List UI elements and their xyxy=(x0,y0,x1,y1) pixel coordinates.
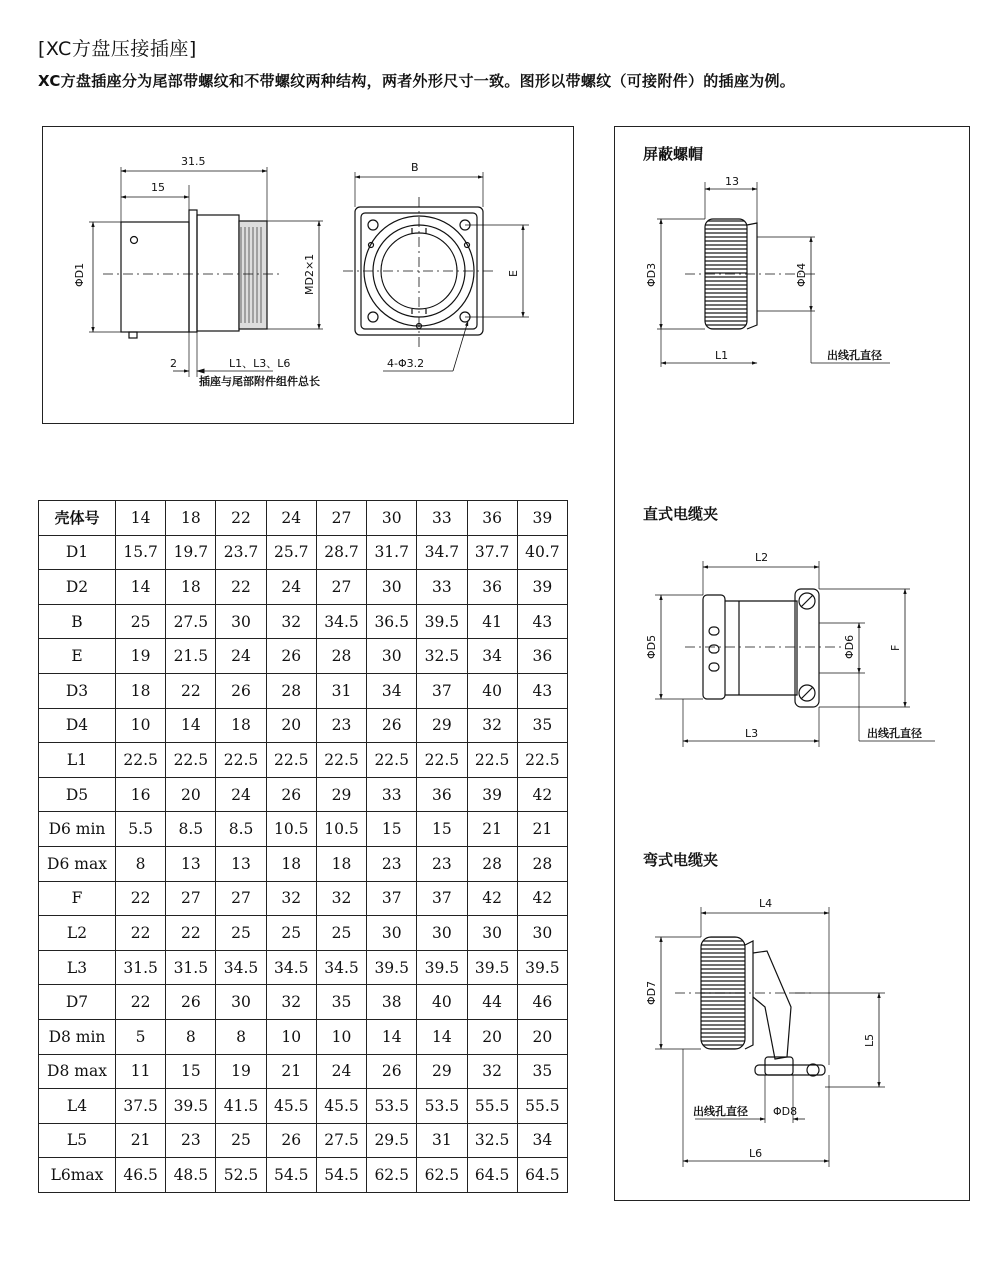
table-cell: 8.5 xyxy=(166,812,216,847)
table-cell: 52.5 xyxy=(216,1158,266,1193)
table-row-label: L1 xyxy=(39,743,116,778)
table-cell: 31.7 xyxy=(367,535,417,570)
table-cell: 22.5 xyxy=(266,743,316,778)
page-title: [XC方盘压接插座] xyxy=(38,38,197,60)
table-cell: 26 xyxy=(367,708,417,743)
table-row-label: L3 xyxy=(39,950,116,985)
table-row xyxy=(39,950,568,985)
table-cell: 29 xyxy=(417,708,467,743)
table-cell: 32 xyxy=(266,985,316,1020)
dim-thread-label: MD2×1 xyxy=(303,253,316,295)
table-row-label: L6max xyxy=(39,1158,116,1193)
table-row-label: F xyxy=(39,881,116,916)
table-cell: 22 xyxy=(166,673,216,708)
clamp-dim-d6: ΦD6 xyxy=(843,634,856,659)
table-cell: 42 xyxy=(467,881,517,916)
table-header-label: 壳体号 xyxy=(39,501,116,536)
table-cell: 43 xyxy=(517,673,567,708)
table-row-label: B xyxy=(39,604,116,639)
table-row-label: D5 xyxy=(39,777,116,812)
bent-outlet-note: 出线孔直径 xyxy=(693,1105,748,1118)
table-cell: 22.5 xyxy=(417,743,467,778)
bent-dim-d8: ΦD8 xyxy=(773,1105,798,1118)
table-row-label: D3 xyxy=(39,673,116,708)
table-cell: 10 xyxy=(116,708,166,743)
dim-overall-length: 31.5 xyxy=(181,155,206,168)
table-cell: 27 xyxy=(216,881,266,916)
table-cell: 36 xyxy=(467,570,517,605)
table-cell: 24 xyxy=(266,570,316,605)
table-cell: 30 xyxy=(367,916,417,951)
table-cell: 45.5 xyxy=(266,1089,316,1124)
table-row xyxy=(39,743,568,778)
table-cell: 32 xyxy=(266,881,316,916)
table-cell: 20 xyxy=(266,708,316,743)
table-cell: 42 xyxy=(517,777,567,812)
table-cell: 33 xyxy=(367,777,417,812)
table-cell: 62.5 xyxy=(417,1158,467,1193)
table-cell: 32 xyxy=(266,604,316,639)
table-cell: 36 xyxy=(467,501,517,536)
table-cell: 31.5 xyxy=(116,950,166,985)
shield-cap-title: 屏蔽螺帽 xyxy=(643,145,704,163)
table-cell: 10.5 xyxy=(316,812,366,847)
table-cell: 28 xyxy=(316,639,366,674)
table-cell: 22 xyxy=(116,985,166,1020)
table-cell: 39.5 xyxy=(367,950,417,985)
table-cell: 34 xyxy=(367,673,417,708)
table-cell: 8 xyxy=(216,1019,266,1054)
table-cell: 39.5 xyxy=(417,950,467,985)
cap-dim-13: 13 xyxy=(725,175,739,188)
table-cell: 39.5 xyxy=(517,950,567,985)
table-cell: 31 xyxy=(417,1123,467,1158)
cap-dim-d3: ΦD3 xyxy=(645,262,658,287)
table-cell: 32.5 xyxy=(467,1123,517,1158)
table-cell: 26 xyxy=(266,1123,316,1158)
table-row xyxy=(39,639,568,674)
table-cell: 34.5 xyxy=(266,950,316,985)
table-cell: 34 xyxy=(517,1123,567,1158)
table-row xyxy=(39,1123,568,1158)
table-row xyxy=(39,1158,568,1193)
clamp-dim-l2: L2 xyxy=(755,551,769,564)
table-cell: 25 xyxy=(216,1123,266,1158)
table-cell: 40 xyxy=(417,985,467,1020)
table-cell: 11 xyxy=(116,1054,166,1089)
table-cell: 31 xyxy=(316,673,366,708)
table-row xyxy=(39,1019,568,1054)
table-cell: 39 xyxy=(517,570,567,605)
table-cell: 21 xyxy=(467,812,517,847)
dimension-table xyxy=(38,500,568,1193)
table-cell: 54.5 xyxy=(266,1158,316,1193)
table-cell: 27 xyxy=(166,881,216,916)
table-cell: 30 xyxy=(367,501,417,536)
table-cell: 45.5 xyxy=(316,1089,366,1124)
table-cell: 64.5 xyxy=(467,1158,517,1193)
table-cell: 25 xyxy=(266,916,316,951)
table-row xyxy=(39,916,568,951)
table-cell: 14 xyxy=(116,570,166,605)
table-cell: 5 xyxy=(116,1019,166,1054)
table-cell: 25 xyxy=(216,916,266,951)
table-cell: 23 xyxy=(417,846,467,881)
table-cell: 41 xyxy=(467,604,517,639)
table-cell: 39 xyxy=(467,777,517,812)
table-row xyxy=(39,570,568,605)
table-cell: 34.7 xyxy=(417,535,467,570)
table-cell: 18 xyxy=(166,501,216,536)
table-row-label: D8 max xyxy=(39,1054,116,1089)
table-row xyxy=(39,881,568,916)
table-cell: 34.5 xyxy=(316,950,366,985)
table-row-label: L4 xyxy=(39,1089,116,1124)
table-cell: 42 xyxy=(517,881,567,916)
table-cell: 21 xyxy=(266,1054,316,1089)
table-cell: 39.5 xyxy=(417,604,467,639)
table-cell: 23 xyxy=(166,1123,216,1158)
table-cell: 30 xyxy=(367,639,417,674)
table-cell: 16 xyxy=(116,777,166,812)
table-cell: 26 xyxy=(266,639,316,674)
table-cell: 54.5 xyxy=(316,1158,366,1193)
accessory-drawings xyxy=(615,127,967,1197)
table-cell: 14 xyxy=(116,501,166,536)
table-cell: 62.5 xyxy=(367,1158,417,1193)
table-cell: 25 xyxy=(316,916,366,951)
table-cell: 24 xyxy=(316,1054,366,1089)
table-cell: 43 xyxy=(517,604,567,639)
straight-clamp-title: 直式电缆夹 xyxy=(643,505,719,523)
table-row-label: D6 max xyxy=(39,846,116,881)
table-cell: 13 xyxy=(216,846,266,881)
table-header-row xyxy=(39,501,568,536)
cap-dim-l1: L1 xyxy=(715,349,729,362)
table-cell: 33 xyxy=(417,501,467,536)
bent-dim-d7: ΦD7 xyxy=(645,980,658,1005)
bent-clamp-title: 弯式电缆夹 xyxy=(643,851,719,869)
table-cell: 53.5 xyxy=(367,1089,417,1124)
table-cell: 24 xyxy=(266,501,316,536)
table-cell: 15 xyxy=(166,1054,216,1089)
table-cell: 26 xyxy=(266,777,316,812)
table-cell: 20 xyxy=(467,1019,517,1054)
table-cell: 15 xyxy=(417,812,467,847)
bent-dim-l4: L4 xyxy=(759,897,773,910)
table-cell: 34.5 xyxy=(216,950,266,985)
table-cell: 22 xyxy=(116,881,166,916)
table-cell: 10 xyxy=(316,1019,366,1054)
table-cell: 39.5 xyxy=(166,1089,216,1124)
table-cell: 22 xyxy=(216,570,266,605)
table-row-label: D8 min xyxy=(39,1019,116,1054)
table-cell: 26 xyxy=(166,985,216,1020)
table-cell: 22.5 xyxy=(216,743,266,778)
table-cell: 30 xyxy=(517,916,567,951)
table-cell: 20 xyxy=(166,777,216,812)
table-cell: 38 xyxy=(367,985,417,1020)
table-cell: 19 xyxy=(116,639,166,674)
table-cell: 41.5 xyxy=(216,1089,266,1124)
receptacle-drawing-panel xyxy=(42,126,574,424)
clamp-dim-f: F xyxy=(889,644,902,651)
dim-lengths-label: L1、L3、L6 xyxy=(229,357,291,370)
table-cell: 48.5 xyxy=(166,1158,216,1193)
table-cell: 36 xyxy=(517,639,567,674)
table-cell: 33 xyxy=(417,570,467,605)
table-cell: 14 xyxy=(417,1019,467,1054)
table-cell: 35 xyxy=(517,708,567,743)
table-cell: 32.5 xyxy=(417,639,467,674)
dim-b-label: B xyxy=(411,161,419,174)
table-cell: 22 xyxy=(166,916,216,951)
accessory-panel xyxy=(614,126,970,1201)
dim-step-label: 2 xyxy=(170,357,177,370)
table-cell: 39.5 xyxy=(467,950,517,985)
table-cell: 32 xyxy=(467,708,517,743)
table-row-label: D7 xyxy=(39,985,116,1020)
table-cell: 27.5 xyxy=(166,604,216,639)
table-cell: 22 xyxy=(116,916,166,951)
table-cell: 22.5 xyxy=(166,743,216,778)
table-cell: 39 xyxy=(517,501,567,536)
table-cell: 21 xyxy=(116,1123,166,1158)
table-cell: 24 xyxy=(216,639,266,674)
table-cell: 22.5 xyxy=(517,743,567,778)
table-row-label: D4 xyxy=(39,708,116,743)
table-cell: 18 xyxy=(266,846,316,881)
table-cell: 37.7 xyxy=(467,535,517,570)
table-cell: 22.5 xyxy=(367,743,417,778)
table-cell: 35 xyxy=(517,1054,567,1089)
table-cell: 23.7 xyxy=(216,535,266,570)
table-cell: 23 xyxy=(316,708,366,743)
table-cell: 40.7 xyxy=(517,535,567,570)
table-cell: 22.5 xyxy=(467,743,517,778)
table-cell: 30 xyxy=(367,570,417,605)
table-cell: 29 xyxy=(417,1054,467,1089)
table-cell: 24 xyxy=(216,777,266,812)
receptacle-drawing xyxy=(43,127,573,423)
table-row-label: L2 xyxy=(39,916,116,951)
table-cell: 25 xyxy=(116,604,166,639)
clamp-dim-d5: ΦD5 xyxy=(645,634,658,659)
table-cell: 28 xyxy=(266,673,316,708)
table-cell: 15.7 xyxy=(116,535,166,570)
table-row xyxy=(39,846,568,881)
table-cell: 10 xyxy=(266,1019,316,1054)
table-cell: 8 xyxy=(116,846,166,881)
table-row xyxy=(39,673,568,708)
table-row-label: D6 min xyxy=(39,812,116,847)
table-cell: 26 xyxy=(216,673,266,708)
table-row-label: D2 xyxy=(39,570,116,605)
table-cell: 19 xyxy=(216,1054,266,1089)
table-cell: 37.5 xyxy=(116,1089,166,1124)
table-cell: 18 xyxy=(116,673,166,708)
table-cell: 32 xyxy=(316,881,366,916)
table-cell: 21 xyxy=(517,812,567,847)
clamp-dim-l3: L3 xyxy=(745,727,759,740)
table-cell: 30 xyxy=(417,916,467,951)
table-cell: 55.5 xyxy=(517,1089,567,1124)
table-cell: 27.5 xyxy=(316,1123,366,1158)
table-cell: 30 xyxy=(216,985,266,1020)
table-cell: 22 xyxy=(216,501,266,536)
table-cell: 40 xyxy=(467,673,517,708)
dim-flange-length: 15 xyxy=(151,181,165,194)
table-cell: 20 xyxy=(517,1019,567,1054)
table-row-label: D1 xyxy=(39,535,116,570)
table-cell: 44 xyxy=(467,985,517,1020)
table-cell: 35 xyxy=(316,985,366,1020)
table-cell: 18 xyxy=(316,846,366,881)
table-row xyxy=(39,1054,568,1089)
table-row xyxy=(39,985,568,1020)
cap-outlet-note: 出线孔直径 xyxy=(827,349,882,362)
intro-text: XC方盘插座分为尾部带螺纹和不带螺纹两种结构，两者外形尺寸一致。图形以带螺纹（可接附件）的插座为例。 xyxy=(38,72,796,90)
table-cell: 13 xyxy=(166,846,216,881)
dim-e-label: E xyxy=(507,270,520,277)
table-cell: 18 xyxy=(216,708,266,743)
table-cell: 53.5 xyxy=(417,1089,467,1124)
table-cell: 55.5 xyxy=(467,1089,517,1124)
table-cell: 27 xyxy=(316,501,366,536)
table-cell: 32 xyxy=(467,1054,517,1089)
table-row xyxy=(39,535,568,570)
table-cell: 19.7 xyxy=(166,535,216,570)
table-cell: 28.7 xyxy=(316,535,366,570)
table-cell: 36 xyxy=(417,777,467,812)
table-cell: 34 xyxy=(467,639,517,674)
table-cell: 21.5 xyxy=(166,639,216,674)
table-cell: 29 xyxy=(316,777,366,812)
table-cell: 25.7 xyxy=(266,535,316,570)
table-cell: 22.5 xyxy=(316,743,366,778)
table-cell: 37 xyxy=(367,881,417,916)
table-cell: 64.5 xyxy=(517,1158,567,1193)
table-cell: 31.5 xyxy=(166,950,216,985)
table-cell: 46.5 xyxy=(116,1158,166,1193)
table-cell: 26 xyxy=(367,1054,417,1089)
table-cell: 28 xyxy=(467,846,517,881)
table-cell: 34.5 xyxy=(316,604,366,639)
table-cell: 36.5 xyxy=(367,604,417,639)
table-cell: 29.5 xyxy=(367,1123,417,1158)
table-cell: 23 xyxy=(367,846,417,881)
table-cell: 28 xyxy=(517,846,567,881)
table-cell: 30 xyxy=(216,604,266,639)
table-row-label: L5 xyxy=(39,1123,116,1158)
table-cell: 46 xyxy=(517,985,567,1020)
table-row xyxy=(39,777,568,812)
table-row xyxy=(39,1089,568,1124)
table-cell: 37 xyxy=(417,673,467,708)
table-cell: 22.5 xyxy=(116,743,166,778)
dim-holes-label: 4-Φ3.2 xyxy=(387,357,425,370)
bent-dim-l5: L5 xyxy=(863,1033,876,1047)
table-cell: 15 xyxy=(367,812,417,847)
table-row xyxy=(39,604,568,639)
table-row xyxy=(39,708,568,743)
cap-dim-d4: ΦD4 xyxy=(795,262,808,287)
table-cell: 8.5 xyxy=(216,812,266,847)
table-cell: 37 xyxy=(417,881,467,916)
table-cell: 18 xyxy=(166,570,216,605)
table-row-label: E xyxy=(39,639,116,674)
table-cell: 14 xyxy=(367,1019,417,1054)
table-row xyxy=(39,812,568,847)
table-cell: 10.5 xyxy=(266,812,316,847)
table-cell: 14 xyxy=(166,708,216,743)
total-length-note: 插座与尾部附件组件总长 xyxy=(199,375,320,388)
table-cell: 8 xyxy=(166,1019,216,1054)
dim-d1-label: ΦD1 xyxy=(73,262,86,287)
clamp-outlet-note: 出线孔直径 xyxy=(867,727,922,740)
table-cell: 27 xyxy=(316,570,366,605)
table-cell: 30 xyxy=(467,916,517,951)
table-cell: 5.5 xyxy=(116,812,166,847)
bent-dim-l6: L6 xyxy=(749,1147,763,1160)
